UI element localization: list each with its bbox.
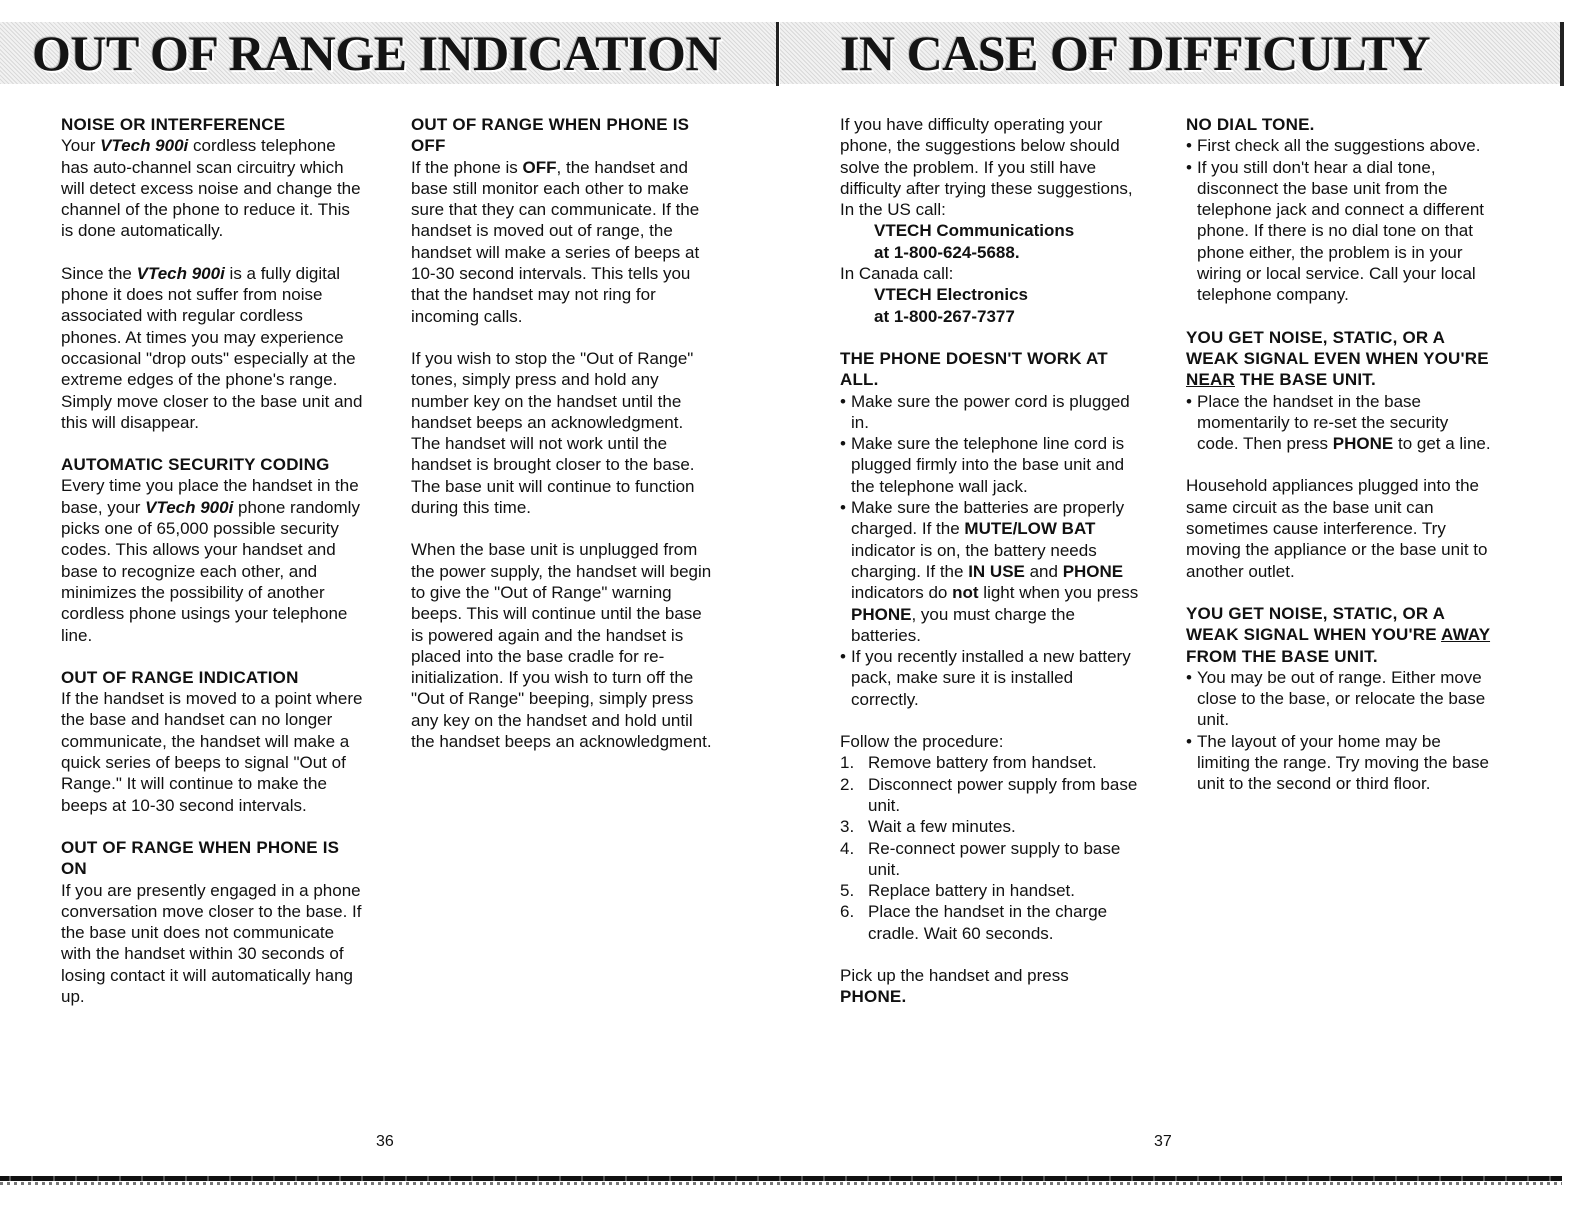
list-item — [840, 838, 1145, 881]
text: , you must charge the batteries. — [851, 604, 1075, 645]
heading-security: AUTOMATIC SECURITY CODING — [61, 455, 330, 475]
column-1 — [61, 114, 366, 1007]
noise-away-list — [1186, 667, 1491, 795]
step-text: Replace battery in handset. — [868, 881, 1075, 901]
brand-text: VTech 900i — [100, 136, 189, 156]
text: FROM THE BASE UNIT. — [1186, 646, 1378, 666]
heading-phone-off: OUT OF RANGE WHEN PHONE IS OFF — [411, 115, 690, 156]
procedure-label: Follow the procedure: — [840, 732, 1004, 752]
column-2 — [411, 114, 716, 752]
paragraph-out-of-range: If the handset is moved to a point where the base and handset can no longer communicate, the handset will make a quick series of beeps to signal "Out of Range." It will continue to make the beeps at 10-30 second intervals. — [61, 689, 363, 815]
text: , the handset and base still monitor each other to make sure that they can communicate. If the handset is moved out of range, the handset will make a series of beeps at 10-30 second intervals. This tells you that the handset may not ring for incoming calls. — [411, 157, 700, 326]
list-item: • If you still don't hear a dial tone, disconnect the base unit from the telephone jack and connect a different phone. If there is no dial tone on that phone either, the problem is in your wiring or local service. Call your local telephone company. — [1186, 157, 1491, 306]
step-text: Place the handset in the charge cradle. Wait 60 seconds. — [868, 902, 1108, 943]
list-item — [840, 752, 1145, 773]
doesnt-work-list — [840, 391, 1145, 710]
list-item: • Make sure the power cord is plugged in. — [840, 391, 1145, 434]
text: to get a line. — [1393, 434, 1491, 454]
text: cordless telephone has auto-channel scan circuitry which will detect excess noise and change the channel of the phone to reduce it. This is done automatically. — [61, 136, 361, 241]
list-item — [840, 901, 1145, 944]
paragraph-noise-2 — [61, 263, 366, 433]
heading-noise-near — [1186, 327, 1491, 391]
text: is a fully digital phone it does not suffer from noise associated with regular cordless phones. At times you may experience occasional "drop outs" especially at the extreme edges of the phone's range. Simply move closer to the base unit and this will disappear. — [61, 263, 363, 432]
text: light when you press — [978, 583, 1139, 603]
banner-divider — [776, 22, 779, 86]
text: THE BASE UNIT. — [1234, 370, 1376, 390]
paragraph-noise-1 — [61, 135, 366, 241]
bold-text: PHONE — [1332, 434, 1394, 454]
underlined-text: NEAR — [1186, 370, 1235, 390]
step-text: Disconnect power supply from base unit. — [868, 774, 1138, 815]
banner-right-title: IN CASE OF DIFFICULTY — [840, 25, 1431, 81]
list-item — [840, 774, 1145, 817]
bold-text: not — [952, 583, 979, 603]
canada-phone: at 1-800-267-7377 — [874, 306, 1015, 326]
column-4 — [1186, 114, 1491, 795]
list-item: • If you recently installed a new battery pack, make sure it is installed correctly. — [840, 646, 1145, 710]
heading-phone-on: OUT OF RANGE WHEN PHONE IS ON — [61, 837, 340, 879]
heading-doesnt-work: THE PHONE DOESN'T WORK AT ALL. — [840, 348, 1108, 390]
step-number: 1. — [840, 753, 855, 773]
page-number-right: 37 — [1154, 1133, 1172, 1150]
bold-text: OFF — [522, 157, 557, 177]
procedure-list — [840, 752, 1145, 944]
text: Your — [61, 136, 101, 156]
step-number: 2. — [840, 774, 855, 794]
text: indicator is on, the battery needs charging. If the — [851, 540, 1097, 581]
bold-text: PHONE — [851, 604, 912, 624]
bottom-rule-texture — [0, 1182, 1562, 1185]
list-item: • You may be out of range. Either move close to the base, or relocate the base unit. — [1186, 667, 1491, 731]
underlined-text: AWAY — [1441, 625, 1491, 645]
brand-text: VTech 900i — [145, 497, 234, 517]
heading-no-dial-tone: NO DIAL TONE. — [1186, 115, 1315, 134]
text: indicators do — [851, 583, 953, 603]
final-instruction-key: PHONE. — [840, 987, 907, 1007]
no-dial-tone-list — [1186, 135, 1491, 305]
list-item — [1186, 391, 1491, 455]
heading-out-of-range: OUT OF RANGE INDICATION — [61, 667, 299, 687]
banner-left-title: OUT OF RANGE INDICATION — [32, 25, 722, 81]
noise-near-list — [1186, 391, 1491, 455]
list-item — [840, 880, 1145, 901]
bold-text: MUTE/LOW BAT — [964, 519, 1096, 539]
canada-call-label: In Canada call: — [840, 264, 954, 284]
bold-text: PHONE — [1062, 561, 1124, 581]
page-number-left: 36 — [376, 1133, 394, 1150]
paragraph-unplugged: When the base unit is unplugged from the power supply, the handset will begin to give the "Out of Range" warning beeps. This will continue until the base is powered again and the handset is placed into the base cradle for re-initialization. If you wish to turn off the "Out of Range" beeping, simply press any key on the handset and hold until the handset beeps an acknowledgment. — [411, 540, 712, 752]
us-call-label: In the US call: — [840, 200, 946, 220]
text: Since the — [61, 263, 137, 283]
bottom-rule — [0, 1176, 1562, 1181]
paragraph-appliances: Household appliances plugged into the same circuit as the base unit can sometimes cause interference. Try moving the appliance or the base unit to another outlet. — [1186, 476, 1488, 581]
paragraph-phone-off — [411, 157, 716, 327]
heading-noise-away — [1186, 603, 1491, 667]
paragraph-intro: If you have difficulty operating your phone, the suggestions below should solve the problem. If you still have difficulty after trying these suggestions, — [840, 115, 1133, 198]
brand-text: VTech 900i — [136, 263, 225, 283]
column-3 — [840, 114, 1145, 1008]
banner-left — [0, 22, 778, 84]
final-instruction: Pick up the handset and press — [840, 965, 1069, 985]
banner-right-edge — [1560, 22, 1564, 86]
bold-text: IN USE — [968, 561, 1025, 581]
text: Make sure the batteries are properly charged. If the — [851, 498, 1125, 539]
canada-company: VTECH Electronics — [874, 285, 1028, 305]
paragraph-security — [61, 475, 366, 645]
text: If the phone is — [411, 157, 523, 177]
heading-noise: NOISE OR INTERFERENCE — [61, 115, 286, 134]
step-text: Wait a few minutes. — [868, 817, 1016, 837]
step-number: 5. — [840, 881, 855, 901]
text: YOU GET NOISE, STATIC, OR A WEAK SIGNAL WHEN YOU'RE — [1186, 603, 1445, 645]
list-item: • The layout of your home may be limiting the range. Try moving the base unit to the second or third floor. — [1186, 731, 1491, 795]
us-company: VTECH Communications — [874, 221, 1075, 241]
text: and — [1024, 561, 1063, 581]
list-item — [840, 816, 1145, 837]
step-text: Remove battery from handset. — [868, 753, 1097, 773]
us-phone: at 1-800-624-5688. — [874, 242, 1020, 262]
text: phone randomly picks one of 65,000 possible security codes. This allows your handset and base to recognize each other, and minimizes the possibility of another cordless phone usings your telephone line. — [61, 497, 360, 645]
paragraph-stop-tones: If you wish to stop the "Out of Range" tones, simply press and hold any number key on the handset until the handset beeps an acknowledgment. The handset will not work until the handset is brought closer to the base. The base unit will continue to function during this time. — [411, 348, 695, 518]
step-number: 6. — [840, 902, 855, 922]
step-text: Re-connect power supply to base unit. — [868, 838, 1121, 879]
list-item: • First check all the suggestions above. — [1186, 135, 1491, 156]
text: Every time you place the handset in the base, your — [61, 476, 359, 517]
banner-right — [780, 22, 1562, 84]
list-item: • Make sure the telephone line cord is plugged firmly into the base unit and the telephone wall jack. — [840, 433, 1145, 497]
text: Place the handset in the base momentarily to re-set the security code. Then press — [1197, 391, 1449, 454]
step-number: 4. — [840, 838, 855, 858]
list-item — [840, 497, 1145, 646]
step-number: 3. — [840, 817, 855, 837]
paragraph-phone-on: If you are presently engaged in a phone conversation move closer to the base. If the base unit does not communicate with the handset within 30 seconds of losing contact it will automatically hang up. — [61, 880, 362, 1006]
text: YOU GET NOISE, STATIC, OR A WEAK SIGNAL EVEN WHEN YOU'RE — [1186, 327, 1489, 368]
